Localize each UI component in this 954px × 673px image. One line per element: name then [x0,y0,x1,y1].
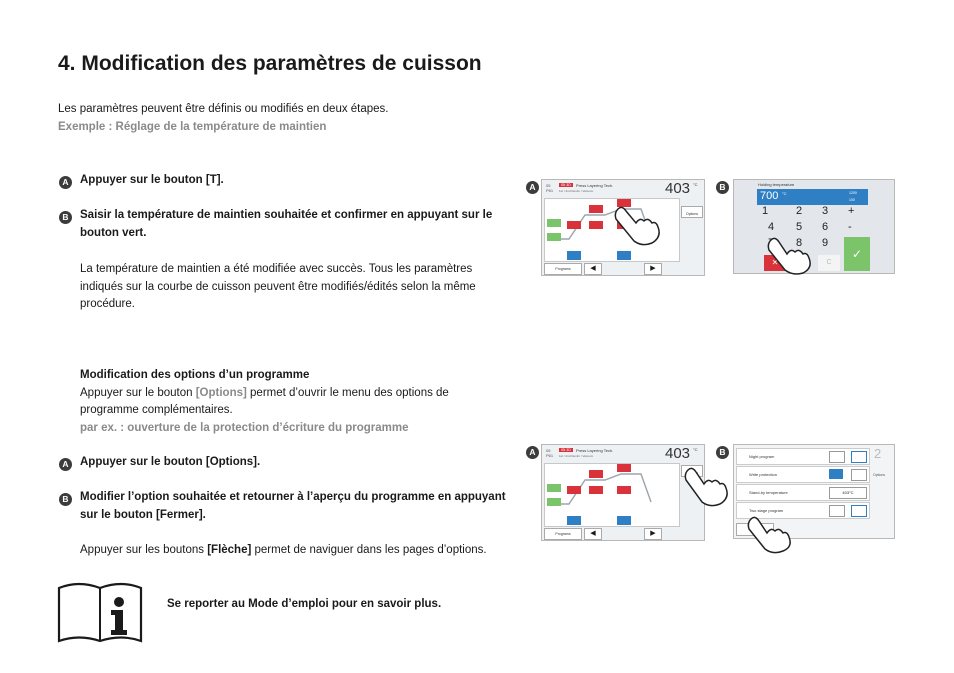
keypad-unit: °C [782,191,787,196]
key-1[interactable]: 1 [762,205,769,217]
prog-subname: 1st / 2nd Dentin / Vacuum [559,189,594,193]
options-page-number: 2 [874,446,882,461]
keypad-value: 700 [760,190,779,202]
section1-step-b: Saisir la température de maintien souhaitée et confirmer en appuyant sur le bouton vert. [80,209,493,239]
option-write-label: Write protection [749,472,777,477]
night-on-toggle[interactable] [851,451,867,463]
prog-tag-2: ISt 3D [561,448,571,452]
option-row-standby [736,484,870,501]
keypad-confirm-button[interactable]: ✓ [844,237,870,271]
programs-nav-label: Programs [555,267,571,271]
prog-id: 05 [546,183,551,188]
option-row-write-protection [736,466,870,483]
section2-note-bold: [Flèche] [207,544,252,556]
section1-step-a: Appuyer sur le bouton [T]. [80,174,224,186]
programs-nav-button[interactable] [544,263,582,275]
keypad-clear-button[interactable]: C [818,255,840,271]
keypad-cancel-button[interactable]: ✕ [764,255,786,271]
prog-unit: °C [693,182,698,187]
prog-id-2: 05 [546,448,551,453]
section2-text-post: permet d’ouvrir le menu des options de programme complémentaires. [80,386,449,416]
page-title: 4. Modification des paramètres de cuisson [58,52,482,75]
badge-a: A [59,176,72,189]
key-minus[interactable]: - [848,221,852,233]
section2-example: par ex. : ouverture de la protection d’écriture du programme [80,421,409,434]
night-off-toggle[interactable] [829,451,845,463]
two-stage-off-toggle[interactable] [829,505,845,517]
badge-b-2: B [59,493,72,506]
section2-block [80,367,505,437]
two-stage-on-toggle[interactable] [851,505,867,517]
shot-badge-a-2: A [526,446,539,459]
section2-heading: Modification des options d’un programme [80,369,310,381]
lock-open-icon[interactable] [851,469,867,481]
section2-step-a: Appuyer sur le bouton [Options]. [80,456,261,468]
key-9[interactable]: 9 [822,237,829,249]
options-button-label: Options [685,212,699,216]
section2-note-pre: Appuyer sur les boutons [80,544,208,556]
key-3[interactable]: 3 [822,205,829,217]
option-night-label: Night program [749,454,775,459]
option-standby-label: Stand-by temperature [749,490,788,495]
prog-sub: P61 [546,188,554,193]
options-button[interactable] [681,206,703,218]
prog-sub-2: P61 [546,453,554,458]
shot-badge-b-2: B [716,446,729,459]
keypad-min-value: 100 [849,198,855,202]
intro-example: Exemple : Réglage de la température de maintien [58,120,327,133]
section2-text-pre: Appuyer sur le bouton [80,386,196,399]
key-8[interactable]: 8 [796,237,803,249]
firing-curve-2 [544,463,680,527]
prog-temp: 403 [665,180,691,197]
keypad-header: Holding temperature [758,182,795,187]
pointing-hand-icon-3 [682,466,730,508]
prog-name-2: Press Layering Tech. [576,448,614,453]
programs-nav-button-2[interactable] [544,528,582,540]
badge-b: B [59,211,72,224]
prog-tag: ISt 3D [561,183,571,187]
shot-badge-b: B [716,181,729,194]
intro-line: Les paramètres peuvent être définis ou modifiés en deux étapes. [58,103,389,115]
programs-nav-label-2: Programs [555,532,571,536]
screen-program-2 [541,444,705,541]
prog-name: Press Layering Tech. [576,183,614,188]
section2-note [80,542,510,560]
section1-note: La température de maintien a été modifiée avec succès. Tous les paramètres indiqués sur la courbe de cuisson peuvent être modifiés/édités selon la même procédure. [80,263,476,310]
pointing-hand-icon-4 [745,515,793,555]
prog-unit-2: °C [693,447,698,452]
info-book-icon [57,580,143,643]
standby-value[interactable]: 403°C [829,487,867,499]
arrow-left-button[interactable]: ◀ [584,263,602,275]
section2-note-post: permet de naviguer dans les pages d’options. [251,544,487,556]
pointing-hand-icon [612,203,664,247]
arrow-left-button-2[interactable]: ◀ [584,528,602,540]
key-4[interactable]: 4 [768,221,775,233]
option-row-night [736,448,870,465]
prog-subname-2: 1st / 2nd Dentin / Vacuum [559,454,594,458]
shot-badge-a: A [526,181,539,194]
arrow-right-button[interactable]: ▶ [644,263,662,275]
option-two-stage-label: Two stage program [749,508,784,513]
key-plus[interactable]: + [848,205,855,217]
prog-temp-2: 403 [665,445,691,462]
keypad-max-value: 1200 [849,191,857,195]
key-5[interactable]: 5 [796,221,803,233]
options-side-label: Options [873,473,886,477]
pointing-hand-icon-2 [765,236,815,276]
arrow-right-button-2[interactable]: ▶ [644,528,662,540]
section2-text-highlight: [Options] [195,386,247,399]
section2-step-b: Modifier l’option souhaitée et retourner à l’aperçu du programme en appuyant sur le bouton [Fermer]. [80,491,506,521]
key-6[interactable]: 6 [822,221,829,233]
key-2[interactable]: 2 [796,205,803,217]
keypad-display [757,189,868,205]
firing-curve-graph-2 [545,464,679,526]
section2-text [80,385,505,420]
info-text: Se reporter au Mode d’emploi pour en savoir plus. [167,598,442,610]
lock-closed-icon[interactable] [829,469,843,479]
intro [58,101,498,136]
badge-a-2: A [59,458,72,471]
